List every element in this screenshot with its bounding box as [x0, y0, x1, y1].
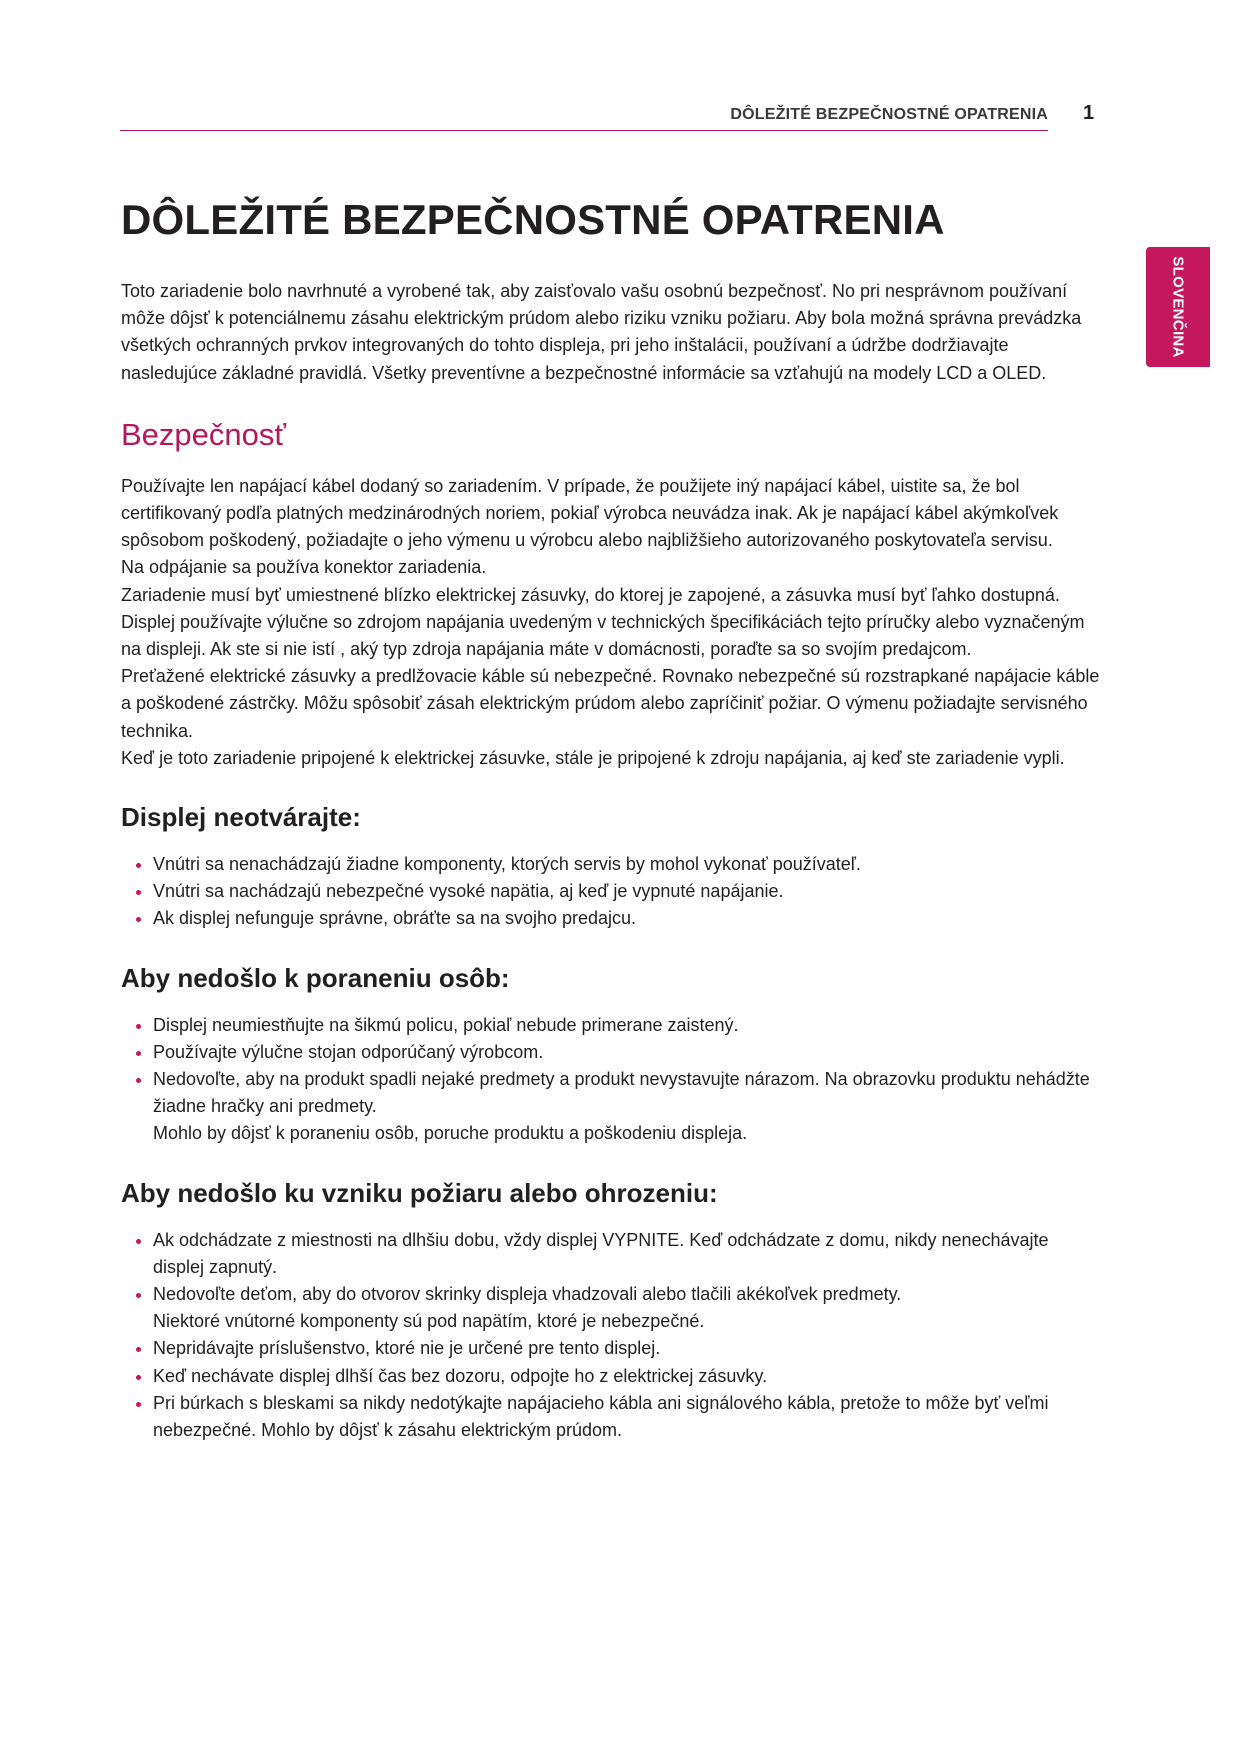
list-item-text: Nedovoľte deťom, aby do otvorov skrinky displeja vhadzovali alebo tlačili akékoľvek predmety.: [153, 1284, 902, 1305]
safety-paragraph: Zariadenie musí byť umiestnené blízko elektrickej zásuvky, do ktorej je zapojené, a zásuvka musí byť ľahko dostupná.: [121, 584, 1060, 605]
section-heading-fire: Aby nedošlo ku vzniku požiaru alebo ohrozeniu:: [121, 1177, 718, 1208]
list-item-text: Ak odchádzate z miestnosti na dlhšiu dobu, vždy displej VYPNITE. Keď odchádzate z domu, nikdy nenechávajte displej zapnutý.: [153, 1229, 1049, 1277]
section-heading-safety: Bezpečnosť: [121, 416, 287, 452]
list-open: [121, 851, 1101, 933]
section-heading-open: Displej neotvárajte:: [121, 802, 361, 833]
section-heading-injury: Aby nedošlo k poraneniu osôb:: [121, 962, 510, 993]
safety-paragraph: Keď je toto zariadenie pripojené k elektrickej zásuvke, stále je pripojené k zdroju napájania, aj keď ste zariadenie vypli.: [121, 747, 1065, 768]
list-item-text: Nedovoľte, aby na produkt spadli nejaké predmety a produkt nevystavujte nárazom. Na obrazovku produktu nehádžte žiadne hračky ani predmety.: [153, 1069, 1090, 1117]
list-injury: [121, 1012, 1101, 1148]
list-item-note: Niektoré vnútorné komponenty sú pod napätím, ktoré je nebezpečné.: [153, 1311, 705, 1332]
list-item-text: Vnútri sa nachádzajú nebezpečné vysoké napätia, aj keď je vypnuté napájanie.: [153, 881, 784, 902]
list-item-text: Displej neumiestňujte na šikmú policu, pokiaľ nebude primerane zaistený.: [153, 1014, 739, 1035]
safety-paragraph: Používajte len napájací kábel dodaný so zariadením. V prípade, že použijete iný napájací kábel, uistite sa, že bol certifikovaný podľa platných medzinárodných noriem, pokiaľ výrobca neuvádza inak. Ak je napájací kábel akýmkoľvek spôsobom poškodený, požiadajte o jeho výmenu u výrobcu alebo najbližšieho autorizovaného poskytovateľa servisu.: [121, 475, 1059, 551]
intro-paragraph: Toto zariadenie bolo navrhnuté a vyrobené tak, aby zaisťovalo vašu osobnú bezpečnosť. No pri nesprávnom používaní môže dôjsť k potenciálnemu zásahu elektrickým prúdom alebo riziku vzniku požiaru. Aby bola možná správna prevádzka všetkých ochranných prvkov integrovaných do tohto displeja, pri jeho inštalácii, používaní a údržbe dodržiavajte nasledujúce základné pravidlá. Všetky preventívne a bezpečnostné informácie sa vzťahujú na modely LCD a OLED.: [121, 281, 1082, 383]
list-item: [121, 851, 1101, 878]
list-item: [121, 905, 1101, 932]
page-title: DÔLEŽITÉ BEZPEČNOSTNÉ OPATRENIA: [121, 196, 945, 243]
list-item: [121, 1281, 1101, 1335]
safety-paragraph: Na odpájanie sa používa konektor zariadenia.: [121, 557, 487, 578]
list-item: [121, 1066, 1101, 1148]
list-item: [121, 1335, 1101, 1362]
safety-paragraph: Preťažené elektrické zásuvky a predlžovacie káble sú nebezpečné. Rovnako nebezpečné sú rozstrapkané napájacie káble a poškodené zástrčky. Môžu spôsobiť zásah elektrickým prúdom alebo zapríčiniť požiar. O výmenu požiadajte servisného technika.: [121, 666, 1100, 741]
list-item-text: Pri búrkach s bleskami sa nikdy nedotýkajte napájacieho kábla ani signálového kábla, pretože to môže byť veľmi nebezpečné. Mohlo by dôjsť k zásahu elektrickým prúdom.: [153, 1392, 1049, 1441]
list-item: [121, 1227, 1101, 1281]
list-item-text: Keď nechávate displej dlhší čas bez dozoru, odpojte ho z elektrickej zásuvky.: [153, 1365, 768, 1386]
running-header: [120, 104, 1048, 131]
safety-paragraphs: [121, 473, 1101, 772]
list-item: [121, 1012, 1101, 1039]
list-fire: [121, 1227, 1101, 1445]
list-item-text: Nepridávajte príslušenstvo, ktoré nie je určené pre tento displej.: [153, 1338, 661, 1359]
list-item: [121, 1363, 1101, 1390]
list-item-text: Používajte výlučne stojan odporúčaný výrobcom.: [153, 1041, 544, 1062]
list-item: [121, 1390, 1101, 1444]
list-item: [121, 1039, 1101, 1066]
safety-paragraph: Displej používajte výlučne so zdrojom napájania uvedeným v technických špecifikáciách tejto príručky alebo vyznačeným na displeji. Ak ste si nie istí , aký typ zdroja napájania máte v domácnosti, poraďte sa so svojím predajcom.: [121, 611, 1085, 660]
page-content: [121, 196, 1101, 1444]
list-item-text: Vnútri sa nenachádzajú žiadne komponenty, ktorých servis by mohol vykonať používateľ.: [153, 854, 862, 875]
list-item-note: Mohlo by dôjsť k poraneniu osôb, poruche produktu a poškodeniu displeja.: [153, 1123, 748, 1144]
language-tab-label: SLOVENČINA: [1169, 256, 1187, 358]
list-item-text: Ak displej nefunguje správne, obráťte sa na svojho predajcu.: [153, 908, 637, 929]
language-tab: [1146, 247, 1210, 367]
running-title: DÔLEŽITÉ BEZPEČNOSTNÉ OPATRENIA: [730, 106, 1048, 123]
page-number: 1: [1083, 102, 1095, 124]
list-item: [121, 878, 1101, 905]
